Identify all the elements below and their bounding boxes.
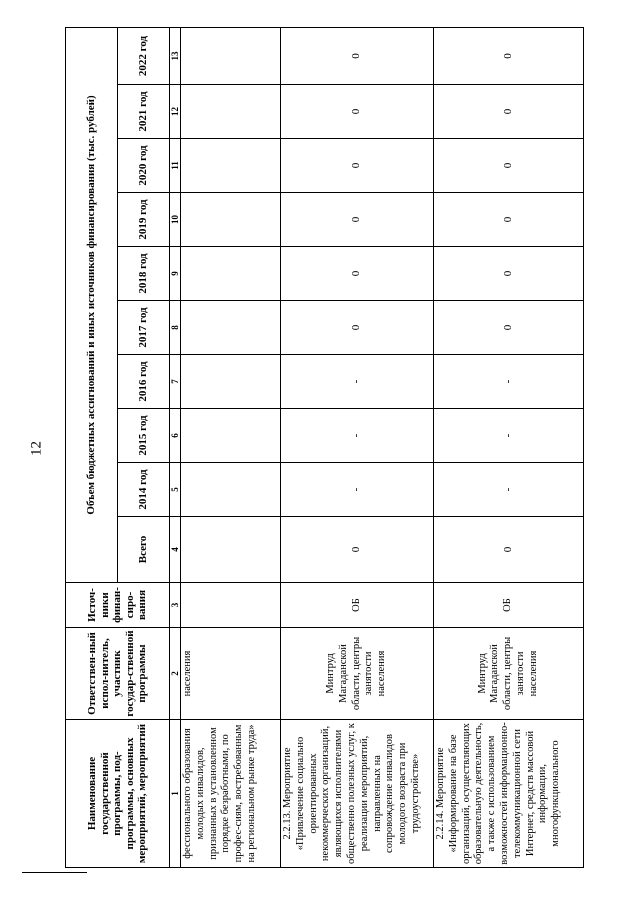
header-year-2019: 2019 год	[118, 193, 170, 247]
column-number-row	[170, 27, 181, 867]
row-value-2020: 0	[281, 139, 434, 193]
column-number: 7	[170, 355, 181, 409]
column-number: 5	[170, 463, 181, 517]
header-year-2016: 2016 год	[118, 355, 170, 409]
row-value-2019: 0	[434, 193, 584, 247]
column-number: 1	[170, 720, 181, 868]
header-name: Наименование государственной программы, под-программы, основных мероприятий, мероприятий	[66, 720, 170, 868]
row-value-2014	[181, 463, 281, 517]
column-number: 11	[170, 139, 181, 193]
row-name: 2.2.14. Мероприятие «Информирование на базе организаций, осуществляющих образовательную деятельность, а также с использованием возможностей информационно-телекоммуникационной сети Интернет, средств массовой информации, многофункционального	[434, 720, 584, 868]
row-value-2018	[181, 247, 281, 301]
header-year-2017: 2017 год	[118, 301, 170, 355]
row-value-2018: 0	[434, 247, 584, 301]
column-number: 3	[170, 583, 181, 628]
column-number: 12	[170, 85, 181, 139]
row-value-2021: 0	[434, 85, 584, 139]
column-number: 10	[170, 193, 181, 247]
row-value-2021: 0	[281, 85, 434, 139]
table-row	[434, 27, 584, 867]
row-value-2020: 0	[434, 139, 584, 193]
funding-table	[65, 27, 584, 868]
header-year-2018: 2018 год	[118, 247, 170, 301]
row-value-2022	[181, 27, 281, 84]
column-number: 9	[170, 247, 181, 301]
row-value-2017: 0	[434, 301, 584, 355]
row-value-2016: -	[281, 355, 434, 409]
header-year-2015: 2015 год	[118, 409, 170, 463]
row-value-2018: 0	[281, 247, 434, 301]
row-value-2020	[181, 139, 281, 193]
row-responsible: Минтруд Магаданской области, центры занятости населения	[281, 628, 434, 720]
row-source: ОБ	[434, 583, 584, 628]
header-year-2020: 2020 год	[118, 139, 170, 193]
row-responsible: Минтруд Магаданской области, центры занятости населения	[434, 628, 584, 720]
row-value-2014: -	[434, 463, 584, 517]
row-total: 0	[281, 517, 434, 583]
header-sources: Источ-ники финан-сиро-вания	[66, 583, 170, 628]
table-row	[281, 27, 434, 867]
header-funding-group: Объем бюджетных ассигнований и иных источников финансирования (тыс. рублей)	[66, 27, 118, 582]
row-value-2016	[181, 355, 281, 409]
row-value-2021	[181, 85, 281, 139]
column-number: 4	[170, 517, 181, 583]
header-year-2014: 2014 год	[118, 463, 170, 517]
row-value-2015	[181, 409, 281, 463]
row-name: 2.2.13. Мероприятие «Привлечение социально ориентированных некоммерческих организаций, являющихся исполнителями общественно полезных услуг, к реализации мероприятий, направленных на сопровождение инвалидов молодого возраста при трудоустройстве»	[281, 720, 434, 868]
row-source	[181, 583, 281, 628]
header-year-2022: 2022 год	[118, 27, 170, 84]
header-total: Всего	[118, 517, 170, 583]
header-responsible: Ответствен-ный испол-нитель, участник государ-ственной программы	[66, 628, 170, 720]
footer-divider	[22, 872, 87, 873]
row-value-2019: 0	[281, 193, 434, 247]
row-value-2014: -	[281, 463, 434, 517]
row-value-2017: 0	[281, 301, 434, 355]
column-number: 2	[170, 628, 181, 720]
row-value-2016: -	[434, 355, 584, 409]
row-value-2015: -	[281, 409, 434, 463]
column-number: 8	[170, 301, 181, 355]
row-source: ОБ	[281, 583, 434, 628]
row-value-2022: 0	[281, 27, 434, 84]
row-value-2017	[181, 301, 281, 355]
row-value-2015: -	[434, 409, 584, 463]
row-total: 0	[434, 517, 584, 583]
page-number: 12	[28, 441, 45, 456]
row-total	[181, 517, 281, 583]
column-number: 6	[170, 409, 181, 463]
header-year-2021: 2021 год	[118, 85, 170, 139]
row-value-2019	[181, 193, 281, 247]
row-responsible: населения	[181, 628, 281, 720]
column-number: 13	[170, 27, 181, 84]
funding-table-sheet	[65, 28, 582, 868]
table-row	[181, 27, 281, 867]
row-name: фессионального образования молодых инвалидов, признанных в установленном порядке безработными, по профес-сиям, востребованным на региональном рынке труда»	[181, 720, 281, 868]
row-value-2022: 0	[434, 27, 584, 84]
